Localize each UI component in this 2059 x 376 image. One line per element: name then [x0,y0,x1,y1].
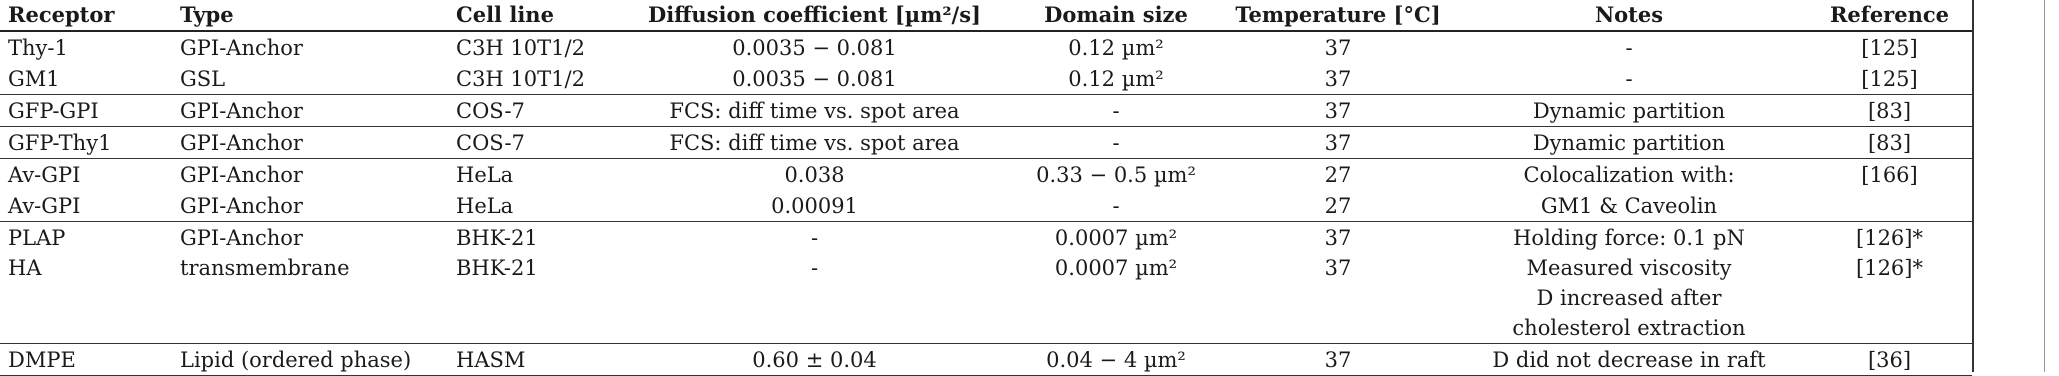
cell-temperature: 37 [1324,225,1352,250]
cell-reference: [126]* [1807,253,1972,344]
cell-temperature: 37 [1225,127,1451,159]
cell-temperature: 37 [1225,63,1451,95]
cell-temperature: 27 [1324,162,1352,187]
cell-cell-line: HASM [448,344,622,376]
cell-domain-size: 0.0007 µm² [1054,225,1178,250]
header-domain-size: Domain size [1007,0,1225,31]
cell-diffusion: FCS: diff time vs. spot area [622,127,1007,159]
cell-receptor: PLAP [8,225,66,250]
cell-type: GSL [172,63,448,95]
cell-domain-size: 0.12 µm² [1068,35,1164,60]
cell-diffusion: FCS: diff time vs. spot area [622,95,1007,127]
cell-diffusion: 0.00091 [622,190,1007,222]
cell-receptor: GFP-GPI [0,95,172,127]
cell-cell-line: BHK-21 [456,225,538,250]
cell-notes: Holding force: 0.1 pN [1513,225,1745,250]
table-row [0,31,1972,63]
cell-domain-size: 0.0007 µm² [1007,253,1225,344]
cell-notes: Dynamic partition [1451,127,1807,159]
cell-receptor: Thy-1 [8,35,68,60]
cell-domain-size: 0.33 − 0.5 µm² [1036,162,1196,187]
cell-diffusion: 0.60 ± 0.04 [622,344,1007,376]
cell-diffusion: 0.0035 − 0.081 [622,63,1007,95]
table-row [0,95,1972,127]
cell-reference: [166] [1861,162,1918,187]
cell-temperature: 37 [1225,253,1451,344]
cell-domain-size: - [1007,190,1225,222]
cell-diffusion: - [810,225,819,250]
table-row [0,63,1972,95]
cell-receptor: Av-GPI [0,190,172,222]
cell-receptor: DMPE [0,344,172,376]
cell-reference [1807,190,1972,222]
cell-cell-line: COS-7 [448,95,622,127]
cell-domain-size: - [1007,95,1225,127]
cell-domain-size: 0.12 µm² [1007,63,1225,95]
header-receptor: Receptor [0,0,172,31]
cell-diffusion: - [622,253,1007,344]
cell-diffusion: 0.038 [784,162,845,187]
header-reference: Reference [1807,0,1972,31]
cell-notes: - [1625,35,1633,60]
table-row [0,253,1972,344]
cell-cell-line: HeLa [448,190,622,222]
cell-reference: [125] [1861,35,1918,60]
cell-domain-size: 0.04 − 4 µm² [1007,344,1225,376]
header-temperature: Temperature [°C] [1225,0,1451,31]
notes-line: Measured viscosity [1526,256,1732,280]
cell-type: GPI-Anchor [172,127,448,159]
cell-reference: [125] [1807,63,1972,95]
table-row [0,222,1972,254]
cell-receptor: HA [0,253,172,344]
table-header-row [0,0,1972,31]
cell-type: transmembrane [172,253,448,344]
table-row [0,190,1972,222]
cell-cell-line: C3H 10T1/2 [456,35,585,60]
cell-domain-size: - [1007,127,1225,159]
notes-line: D increased after [1536,286,1722,310]
cell-temperature: 37 [1324,35,1352,60]
cell-receptor: Av-GPI [8,162,81,187]
cell-cell-line: BHK-21 [448,253,622,344]
cell-reference: [126]* [1856,225,1923,250]
cell-receptor: GM1 [0,63,172,95]
cell-type: Lipid (ordered phase) [172,344,448,376]
cell-notes [1451,253,1807,344]
cell-type: GPI-Anchor [180,225,303,250]
cell-cell-line: C3H 10T1/2 [448,63,622,95]
cell-notes: - [1451,63,1807,95]
cell-type: GPI-Anchor [180,35,303,60]
page-edge-divider [1972,0,1974,372]
cell-cell-line: HeLa [456,162,514,187]
cell-reference: [83] [1807,95,1972,127]
header-diffusion-coefficient: Diffusion coefficient [µm²/s] [622,0,1007,31]
header-cell-line: Cell line [448,0,622,31]
cell-notes: D did not decrease in raft [1451,344,1807,376]
cell-type: GPI-Anchor [172,190,448,222]
table-row [0,159,1972,191]
notes-line: cholesterol extraction [1512,316,1746,340]
table-row [0,127,1972,159]
header-notes: Notes [1451,0,1807,31]
cell-notes: Colocalization with: [1523,162,1735,187]
cell-receptor: GFP-Thy1 [0,127,172,159]
table-row [0,344,1972,376]
cell-temperature: 37 [1225,344,1451,376]
cell-temperature: 37 [1225,95,1451,127]
cell-reference: [36] [1807,344,1972,376]
cell-diffusion: 0.0035 − 0.081 [732,35,897,60]
cell-temperature: 27 [1225,190,1451,222]
cell-reference: [83] [1807,127,1972,159]
cell-cell-line: COS-7 [448,127,622,159]
cell-notes: GM1 & Caveolin [1451,190,1807,222]
cell-type: GPI-Anchor [180,162,303,187]
cell-type: GPI-Anchor [172,95,448,127]
page-edge-line [2044,0,2045,372]
cell-notes: Dynamic partition [1451,95,1807,127]
header-type: Type [172,0,448,31]
